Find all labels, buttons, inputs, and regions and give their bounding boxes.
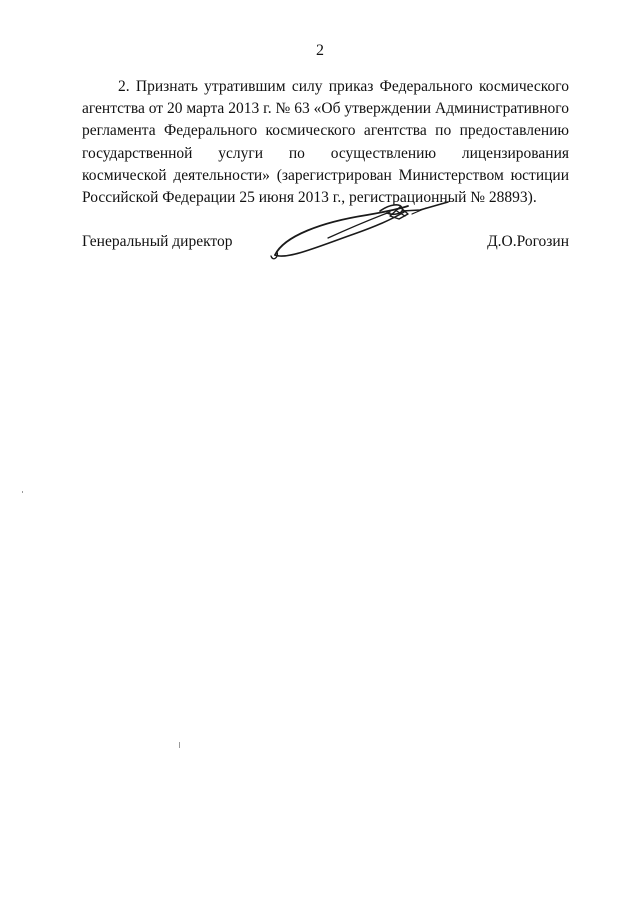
scan-speck — [22, 491, 23, 493]
scan-speck — [179, 742, 180, 748]
order-paragraph: 2. Признать утратившим силу приказ Федерального космического агентства от 20 марта 2013 г. № 63 «Об утверждении Административного регламента Федерального космического агентства по предоставлению государственной услуги по осуществлению лицензирования космической деятельности» (зарегистрирован Министерством юстиции Российской Федерации 25 июня 2013 г., регистрационный № 28893). — [82, 78, 569, 207]
handwritten-signature — [262, 192, 462, 268]
page-number: 2 — [316, 42, 324, 59]
signer-name: Д.О.Рогозин — [487, 233, 569, 250]
signer-position: Генеральный директор — [82, 233, 233, 250]
